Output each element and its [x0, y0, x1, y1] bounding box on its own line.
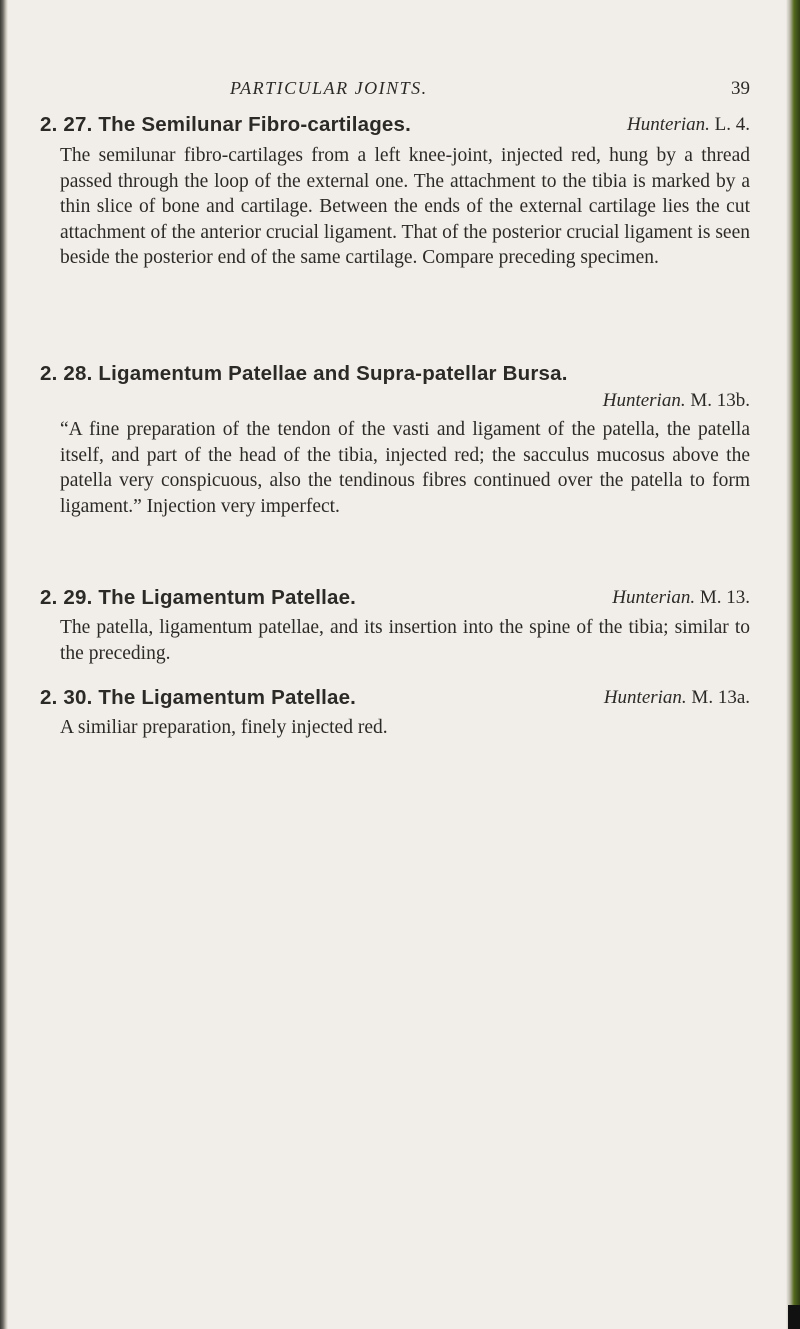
entry-heading [40, 113, 762, 141]
entry-heading [40, 586, 762, 614]
catalogue-entry-2-28 [40, 362, 762, 519]
running-header [40, 78, 762, 102]
entry-title: 2. 30. The Ligamentum Patellae. [40, 686, 357, 709]
page-left-edge [0, 0, 8, 1329]
entry-reference [627, 114, 750, 136]
entry-title: 2. 28. Ligamentum Patellae and Supra-patellar Bursa. [40, 362, 568, 385]
entry-title: 2. 29. The Ligamentum Patellae. [40, 586, 357, 609]
entry-reference [612, 587, 750, 609]
reference-collection: Hunterian. [602, 390, 686, 411]
entry-title: 2. 27. The Semilunar Fibro-cartilages. [40, 113, 412, 136]
entry-reference [604, 687, 750, 709]
entry-reference [603, 390, 750, 412]
catalogue-entry-2-27 [40, 113, 762, 271]
entry-description: The patella, ligamentum patellae, and its insertion into the spine of the tibia; similar to the preceding. [60, 617, 750, 664]
reference-code: M. 13b. [685, 390, 750, 411]
catalogue-entry-2-30 [40, 686, 762, 741]
entry-description: A similiar preparation, finely injected red. [60, 717, 388, 738]
page-right-edge [786, 0, 800, 1329]
reference-collection: Hunterian. [603, 687, 687, 708]
entry-reference-line [40, 390, 762, 416]
reference-code: L. 4. [709, 114, 750, 135]
entry-description: “A fine preparation of the tendon of the vasti and ligament of the patella, the patella itself, and part of the head of the tibia, injected red; the sacculus mucosus above the patella very conspicuous, also the tendinous fibres continued over the patella to form ligament.” Injection very imperfect. [60, 419, 750, 517]
page-corner-shadow [788, 1305, 800, 1329]
reference-collection: Hunterian. [612, 587, 696, 608]
reference-collection: Hunterian. [627, 114, 710, 135]
reference-code: M. 13a. [686, 687, 750, 708]
catalogue-entry-2-29 [40, 586, 762, 666]
reference-code: M. 13. [695, 587, 750, 608]
entry-description: The semilunar fibro-cartilages from a left knee-joint, injected red, hung by a thread passed through the loop of the external one. The attachment to the tibia is marked by a thin slice of bone and cartilage. Between the ends of the external cartilage lies the cut attachment of the anterior crucial ligament. That of the posterior crucial ligament is seen beside the posterior end of the same cartilage. Compare preceding specimen. [60, 145, 750, 268]
page-number: 39 [731, 78, 750, 99]
entry-heading [40, 362, 762, 390]
entry-heading [40, 686, 762, 714]
running-title: PARTICULAR JOINTS. [230, 78, 428, 98]
